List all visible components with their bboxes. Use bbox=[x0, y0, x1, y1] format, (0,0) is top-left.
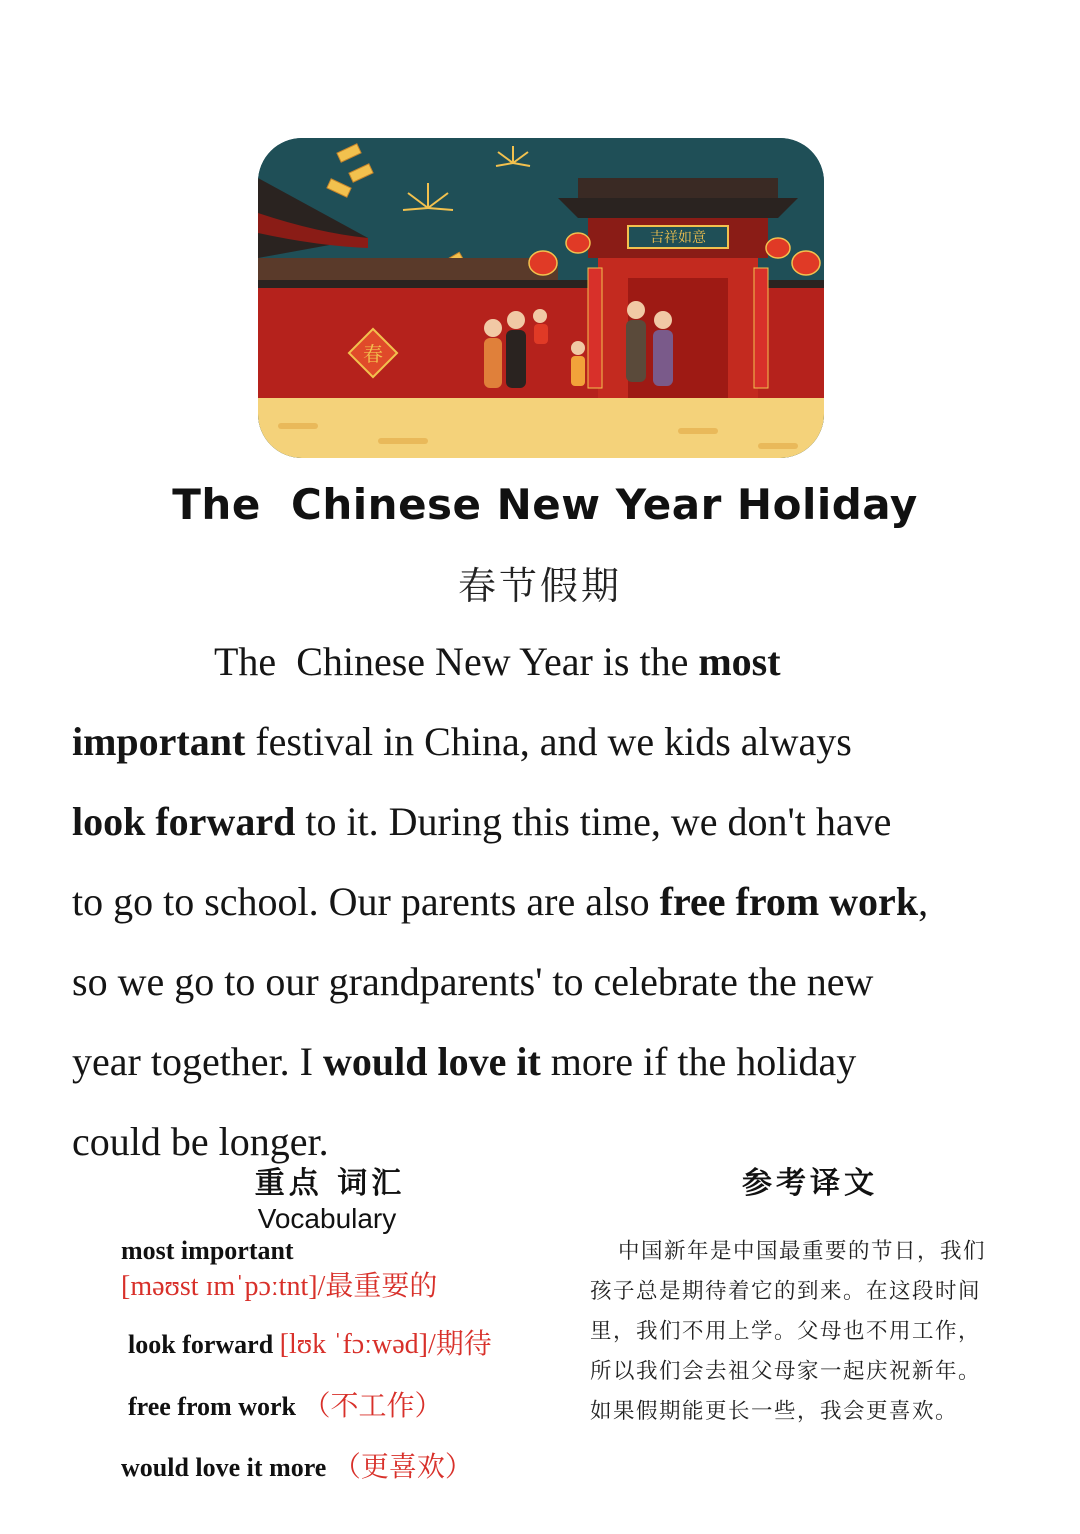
vocab-term: would love it more bbox=[121, 1453, 327, 1482]
paragraph-text: festival in China, and we kids always bbox=[245, 719, 852, 764]
vocabulary-subheading: Vocabulary bbox=[257, 1203, 397, 1234]
paragraph-text: more if the holiday bbox=[540, 1039, 857, 1084]
key-phrase: look forward bbox=[72, 799, 296, 844]
vocabulary-heading: 重点 词汇 bbox=[254, 1166, 406, 1201]
story-paragraph bbox=[72, 622, 1032, 1182]
translation-heading: 参考译文 bbox=[742, 1166, 878, 1201]
key-phrase: important bbox=[72, 719, 246, 764]
page-title: The Chinese New Year Holiday bbox=[172, 480, 918, 529]
paragraph-line bbox=[72, 942, 1032, 1022]
paragraph-text: , bbox=[918, 879, 929, 924]
vocab-term: free from work bbox=[128, 1392, 296, 1421]
vocab-term: most important bbox=[121, 1236, 294, 1265]
paragraph-text: to go to school. Our parents are also bbox=[72, 879, 660, 924]
translation-text bbox=[590, 1232, 1030, 1432]
page-title-chinese: 春节假期 bbox=[457, 564, 622, 608]
translation-line: 如果假期能更长一些，我会更喜欢。 bbox=[590, 1399, 959, 1424]
vocab-item-free-from-work bbox=[128, 1384, 443, 1424]
vocab-meaning: （更喜欢） bbox=[332, 1452, 473, 1483]
translation-line: 孩子总是期待着它的到来。在这段时间 bbox=[590, 1279, 982, 1304]
spring-character: 春 bbox=[363, 342, 383, 366]
paragraph-text: could be longer. bbox=[72, 1119, 329, 1164]
translation-line: 中国新年是中国最重要的节日，我们 bbox=[618, 1239, 987, 1264]
paragraph-text: so we go to our grandparents' to celebrate the new bbox=[72, 959, 874, 1004]
vocab-phonetic: [lʊk ˈfɔːwəd]/期待 bbox=[279, 1329, 492, 1360]
key-phrase: free from work bbox=[659, 879, 919, 924]
paragraph-line bbox=[72, 702, 1032, 782]
vocab-phonetic: [məʊst ɪmˈpɔːtnt]/最重要的 bbox=[121, 1271, 438, 1302]
new-year-illustration bbox=[258, 138, 824, 458]
paragraph-line bbox=[72, 862, 1032, 942]
paragraph-line bbox=[72, 1022, 1032, 1102]
vocab-meaning: （不工作） bbox=[302, 1391, 443, 1422]
key-phrase: would love it bbox=[323, 1039, 541, 1084]
paragraph-text: year together. I bbox=[72, 1039, 323, 1084]
vocab-term: look forward bbox=[128, 1330, 274, 1359]
vocab-item-would-love-it-more bbox=[121, 1445, 473, 1485]
paragraph-line bbox=[72, 622, 1032, 702]
vocab-item-most-important bbox=[121, 1236, 294, 1266]
paragraph-text: to it. During this time, we don't have bbox=[295, 799, 892, 844]
paragraph-line bbox=[72, 782, 1032, 862]
vocab-item-look-forward bbox=[128, 1322, 492, 1362]
gate-plaque: 吉祥如意 bbox=[650, 230, 706, 246]
paragraph-text: The Chinese New Year is the bbox=[214, 639, 699, 684]
translation-line: 所以我们会去祖父母家一起庆祝新年。 bbox=[590, 1359, 982, 1384]
translation-line: 里，我们不用上学。父母也不用工作， bbox=[590, 1319, 982, 1344]
key-phrase: most bbox=[698, 639, 781, 684]
